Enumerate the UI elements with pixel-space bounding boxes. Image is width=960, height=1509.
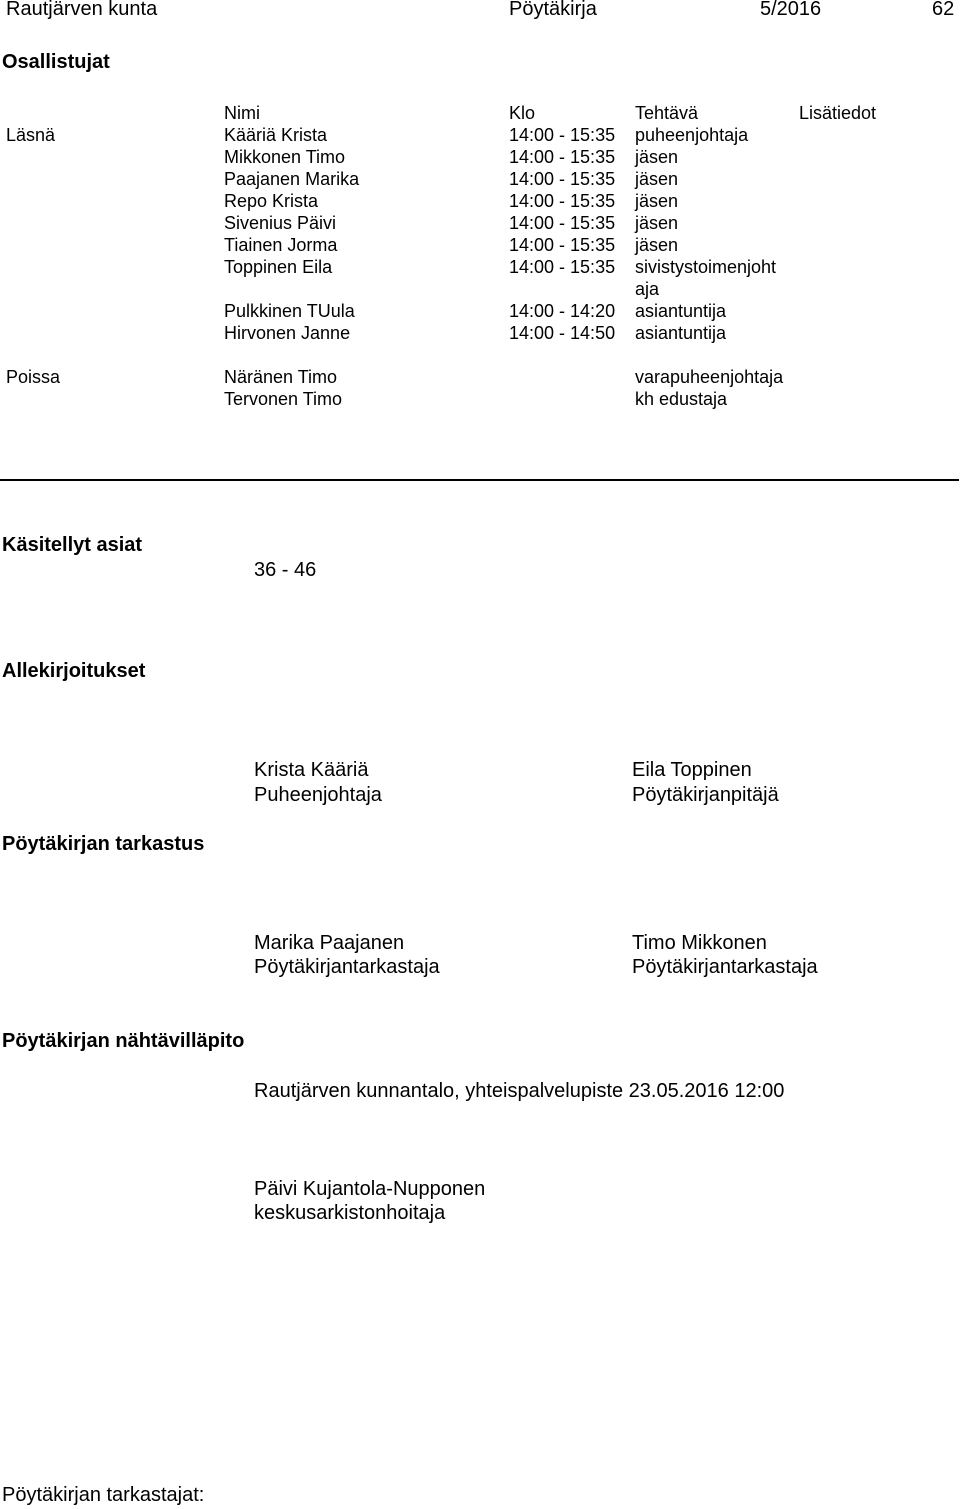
review-title: Pöytäkirjan tarkastus xyxy=(2,833,205,855)
present-role: jäsen xyxy=(635,147,679,167)
signer-role: Puheenjohtaja xyxy=(254,784,382,806)
present-role: jäsen xyxy=(635,191,679,211)
absent-role: varapuheenjohtaja xyxy=(635,367,784,387)
header-doc-type: Pöytäkirja xyxy=(509,0,597,20)
reviewer-role: Pöytäkirjantarkastaja xyxy=(254,956,440,978)
reviewer-name: Marika Paajanen xyxy=(254,932,405,954)
display-official-title: keskusarkistonhoitaja xyxy=(254,1202,446,1224)
reviewer-name: Timo Mikkonen xyxy=(632,932,767,954)
absent-name: Tervonen Timo xyxy=(224,389,343,409)
present-name: Toppinen Eila xyxy=(224,257,333,277)
present-time: 14:00 - 15:35 xyxy=(509,191,616,211)
signatures-title: Allekirjoitukset xyxy=(2,660,146,682)
absent-label: Poissa xyxy=(6,367,61,387)
handled-title: Käsitellyt asiat xyxy=(2,534,143,556)
present-role: jäsen xyxy=(635,235,679,255)
present-name: Mikkonen Timo xyxy=(224,147,346,167)
col-header-notes: Lisätiedot xyxy=(799,103,877,123)
present-role: asiantuntija xyxy=(635,323,727,343)
present-name: Tiainen Jorma xyxy=(224,235,338,255)
display-official-name: Päivi Kujantola-Nupponen xyxy=(254,1178,486,1200)
signer-role: Pöytäkirjanpitäjä xyxy=(632,784,779,806)
absent-role: kh edustaja xyxy=(635,389,728,409)
present-time: 14:00 - 15:35 xyxy=(509,169,616,189)
header-meeting-number: 5/2016 xyxy=(760,0,822,20)
participants-title: Osallistujat xyxy=(2,51,110,73)
present-name: Repo Krista xyxy=(224,191,319,211)
present-role: sivistystoimenjoht xyxy=(635,257,777,277)
signer-name: Eila Toppinen xyxy=(632,759,752,781)
present-role: jäsen xyxy=(635,169,679,189)
section-divider xyxy=(0,479,959,481)
present-name: Pulkkinen TUula xyxy=(224,301,355,321)
footer-reviewers-label: Pöytäkirjan tarkastajat: xyxy=(2,1484,205,1506)
present-name: Kääriä Krista xyxy=(224,125,328,145)
present-time: 14:00 - 14:50 xyxy=(509,323,616,343)
col-header-time: Klo xyxy=(509,103,536,123)
reviewer-role: Pöytäkirjantarkastaja xyxy=(632,956,818,978)
present-time: 14:00 - 15:35 xyxy=(509,147,616,167)
col-header-role: Tehtävä xyxy=(635,103,699,123)
present-name: Sivenius Päivi xyxy=(224,213,337,233)
present-time: 14:00 - 14:20 xyxy=(509,301,616,321)
present-role: puheenjohtaja xyxy=(635,125,749,145)
present-time: 14:00 - 15:35 xyxy=(509,213,616,233)
header-page-number: 62 xyxy=(932,0,955,20)
present-role: jäsen xyxy=(635,213,679,233)
handled-range: 36 - 46 xyxy=(254,559,317,581)
present-name: Hirvonen Janne xyxy=(224,323,351,343)
absent-name: Näränen Timo xyxy=(224,367,338,387)
display-title: Pöytäkirjan nähtävilläpito xyxy=(2,1030,245,1052)
display-location: Rautjärven kunnantalo, yhteispalvelupiste 23.05.2016 12:00 xyxy=(254,1080,785,1102)
present-time: 14:00 - 15:35 xyxy=(509,125,616,145)
present-label: Läsnä xyxy=(6,125,56,145)
present-time: 14:00 - 15:35 xyxy=(509,235,616,255)
present-name: Paajanen Marika xyxy=(224,169,360,189)
present-role: asiantuntija xyxy=(635,301,727,321)
col-header-name: Nimi xyxy=(224,103,260,123)
present-role-continuation: aja xyxy=(635,279,660,299)
signer-name: Krista Kääriä xyxy=(254,759,369,781)
present-time: 14:00 - 15:35 xyxy=(509,257,616,277)
header-municipality: Rautjärven kunta xyxy=(6,0,158,20)
